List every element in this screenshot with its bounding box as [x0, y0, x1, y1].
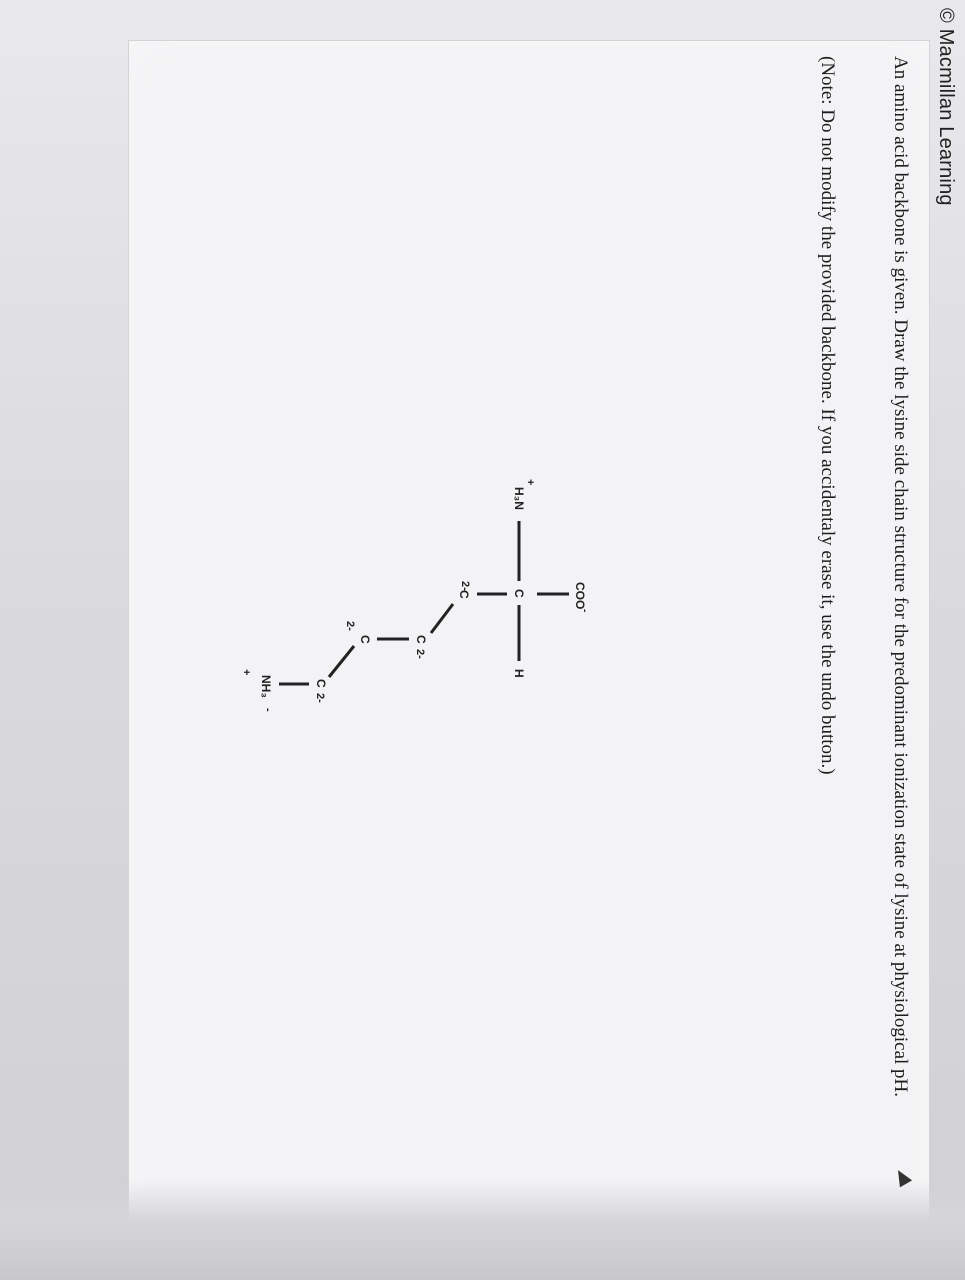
molecule-drawing-canvas[interactable] [129, 41, 929, 1266]
terminal-amine-label[interactable]: NH₃ [259, 675, 273, 698]
carboxylate-charge: - [579, 609, 590, 613]
carbon-beta-charge: 2- [459, 581, 471, 591]
bond-beta-gamma[interactable] [431, 604, 453, 633]
carbon-gamma-charge: 2- [414, 649, 426, 659]
bond-delta-epsilon[interactable] [329, 646, 354, 677]
alpha-h-label[interactable]: H [512, 669, 526, 678]
terminal-amine-extra: - [262, 708, 274, 712]
carbon-epsilon-charge: 2- [314, 693, 326, 703]
copyright-notice: © Macmillan Learning [935, 8, 957, 206]
screen-bezel-edge [0, 1180, 965, 1280]
terminal-amine-charge: + [240, 669, 252, 676]
amine-label[interactable]: H₃N [512, 487, 526, 510]
carboxylate-label[interactable]: COO [573, 582, 587, 610]
alpha-carbon-label[interactable]: C [512, 589, 526, 598]
carbon-epsilon-label[interactable]: C [314, 679, 328, 688]
carbon-delta-label[interactable]: C [358, 635, 372, 644]
question-prompt: An amino acid backbone is given. Draw the lysine side chain structure for the predominant ionization state of lysine at physiological pH. [890, 56, 911, 1098]
question-panel [128, 40, 930, 1267]
carbon-delta-charge: 2- [344, 621, 356, 631]
question-note: (Note: Do not modify the provided backbone. If you accidentaly erase it, use the undo button.) [817, 56, 838, 775]
amine-charge: + [524, 479, 536, 486]
carbon-beta-label[interactable]: C [457, 590, 471, 599]
carbon-gamma-label[interactable]: C [414, 635, 428, 644]
